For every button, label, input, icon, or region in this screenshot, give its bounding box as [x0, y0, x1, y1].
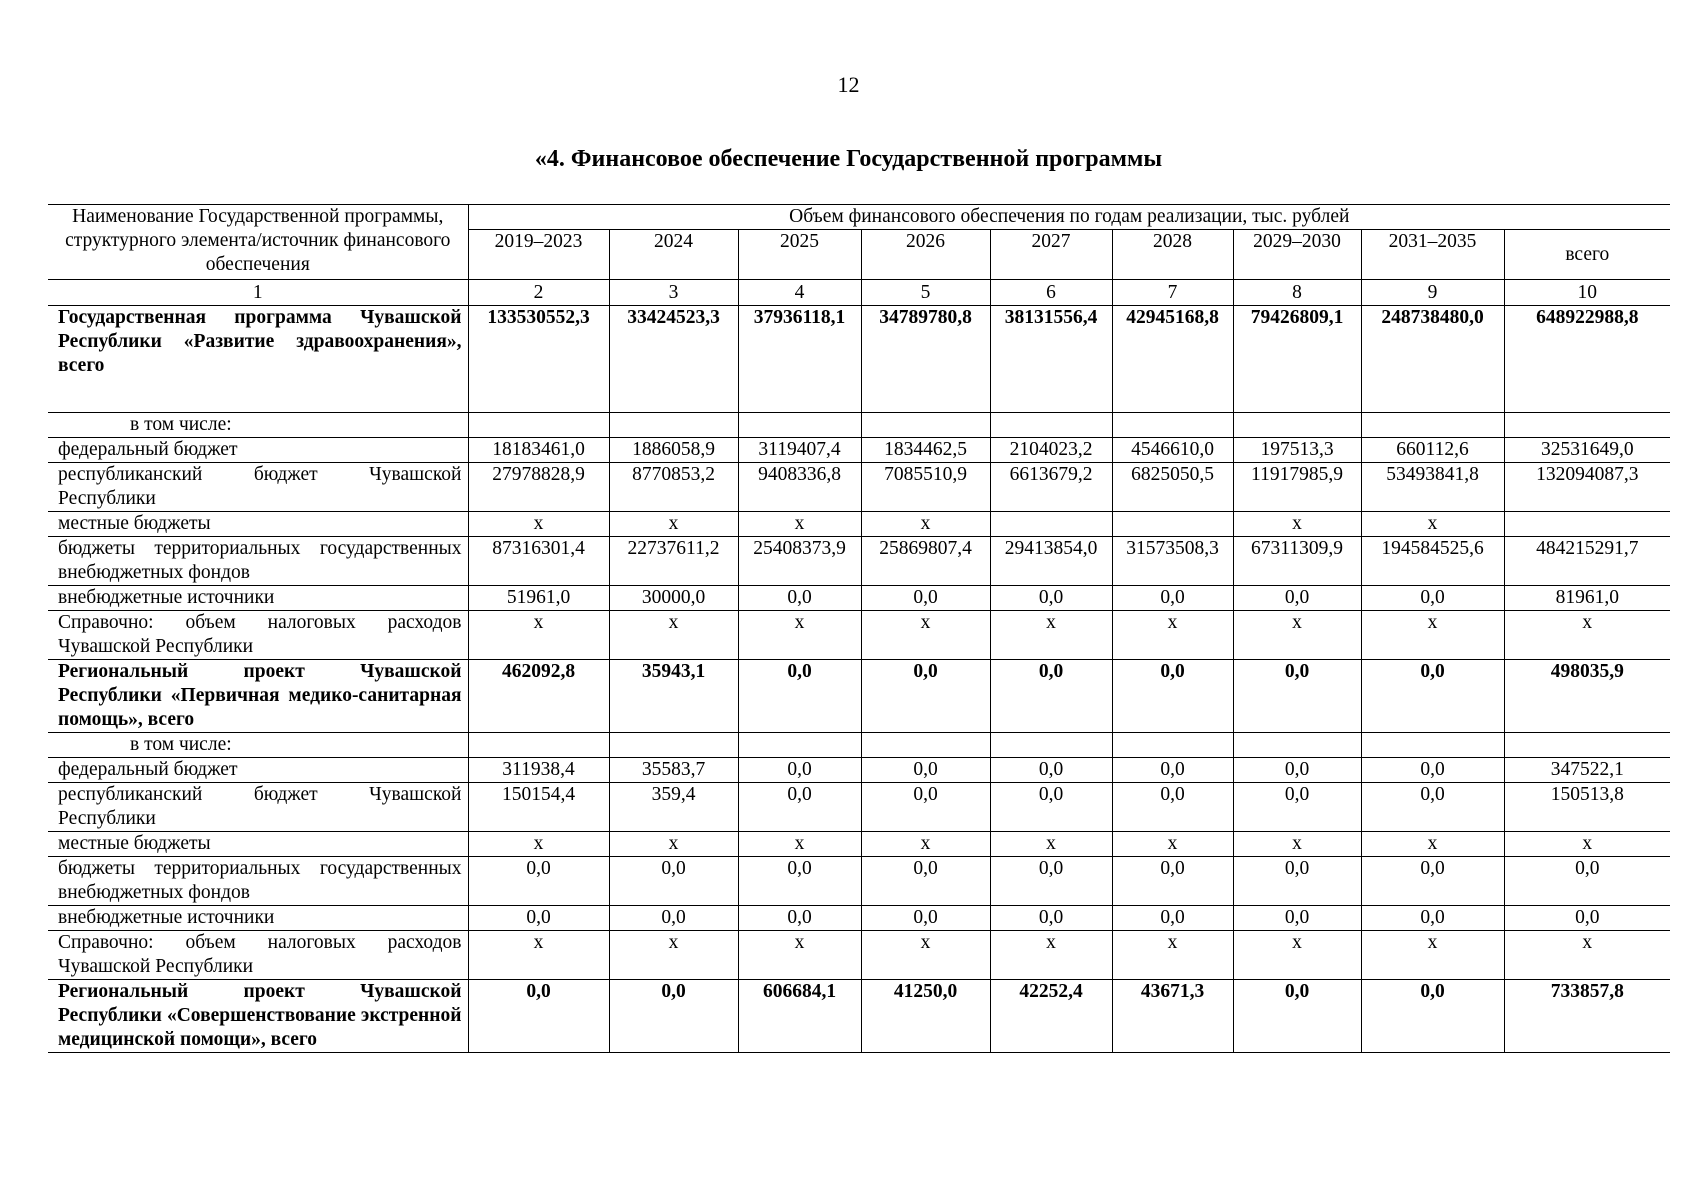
- row-value: 150513,8: [1504, 783, 1670, 832]
- row-value: x: [1361, 611, 1504, 660]
- row-value: 311938,4: [468, 758, 609, 783]
- row-value: 3119407,4: [738, 438, 861, 463]
- row-value: x: [861, 832, 990, 857]
- row-value: x: [468, 512, 609, 537]
- column-number-row: [48, 280, 1670, 306]
- row-value: 32531649,0: [1504, 438, 1670, 463]
- row-value: 0,0: [990, 906, 1112, 931]
- row-value: x: [468, 611, 609, 660]
- row-value: 248738480,0: [1361, 306, 1504, 413]
- row-value: 194584525,6: [1361, 537, 1504, 586]
- row-value: x: [609, 611, 738, 660]
- table-row: [48, 537, 1670, 586]
- row-name: бюджеты территориальных государственных внебюджетных фондов: [48, 857, 468, 906]
- table-row: [48, 783, 1670, 832]
- year-header: 2031–2035: [1361, 230, 1504, 280]
- row-value: 0,0: [1233, 906, 1361, 931]
- row-value: x: [1361, 832, 1504, 857]
- row-name: федеральный бюджет: [48, 438, 468, 463]
- row-value: 0,0: [1112, 758, 1233, 783]
- row-value: [1361, 733, 1504, 758]
- row-value: 81961,0: [1504, 586, 1670, 611]
- row-value: x: [1112, 832, 1233, 857]
- row-value: 11917985,9: [1233, 463, 1361, 512]
- row-value: 0,0: [468, 980, 609, 1053]
- row-value: 0,0: [861, 783, 990, 832]
- row-value: 37936118,1: [738, 306, 861, 413]
- row-value: x: [1112, 611, 1233, 660]
- row-value: 0,0: [468, 857, 609, 906]
- row-value: 31573508,3: [1112, 537, 1233, 586]
- row-name: в том числе:: [48, 413, 468, 438]
- row-value: 0,0: [1504, 857, 1670, 906]
- row-value: [861, 413, 990, 438]
- row-value: [738, 733, 861, 758]
- row-value: 1886058,9: [609, 438, 738, 463]
- row-value: x: [1233, 611, 1361, 660]
- table-row: [48, 463, 1670, 512]
- row-value: x: [1233, 512, 1361, 537]
- row-value: 42945168,8: [1112, 306, 1233, 413]
- row-name: Региональный проект Чувашской Республики «Первичная медико-санитарная помощь», всего: [48, 660, 468, 733]
- row-value: 22737611,2: [609, 537, 738, 586]
- row-value: 0,0: [609, 906, 738, 931]
- financing-table: [48, 204, 1670, 1053]
- section-title: «4. Финансовое обеспечение Государственной программы: [534, 146, 1163, 172]
- year-header: 2028: [1112, 230, 1233, 280]
- row-value: 30000,0: [609, 586, 738, 611]
- row-name: внебюджетные источники: [48, 906, 468, 931]
- row-value: 0,0: [1112, 857, 1233, 906]
- row-value: 660112,6: [1361, 438, 1504, 463]
- row-value: [990, 413, 1112, 438]
- row-value: 150154,4: [468, 783, 609, 832]
- row-name: республиканский бюджет Чувашской Республики: [48, 463, 468, 512]
- row-value: [990, 512, 1112, 537]
- table-row: [48, 586, 1670, 611]
- row-value: 2104023,2: [990, 438, 1112, 463]
- row-value: [1233, 413, 1361, 438]
- row-name: Региональный проект Чувашской Республики «Совершенствование экстренной медицинской помощи», всего: [48, 980, 468, 1053]
- row-value: 606684,1: [738, 980, 861, 1053]
- row-value: 0,0: [1233, 980, 1361, 1053]
- row-value: 0,0: [990, 783, 1112, 832]
- row-value: 0,0: [738, 906, 861, 931]
- row-value: x: [1504, 611, 1670, 660]
- row-name: Государственная программа Чувашской Республики «Развитие здравоохранения», всего: [48, 306, 468, 413]
- row-value: x: [990, 611, 1112, 660]
- row-value: x: [1361, 931, 1504, 980]
- row-value: 0,0: [1233, 758, 1361, 783]
- row-value: 0,0: [861, 660, 990, 733]
- row-value: [609, 413, 738, 438]
- row-name: внебюджетные источники: [48, 586, 468, 611]
- row-value: 35943,1: [609, 660, 738, 733]
- row-value: 35583,7: [609, 758, 738, 783]
- column-number: 3: [609, 280, 738, 306]
- row-value: 0,0: [738, 857, 861, 906]
- row-value: 462092,8: [468, 660, 609, 733]
- row-value: x: [738, 512, 861, 537]
- row-value: x: [1504, 832, 1670, 857]
- row-value: 6825050,5: [1112, 463, 1233, 512]
- row-value: [1112, 733, 1233, 758]
- row-value: 0,0: [1361, 586, 1504, 611]
- row-value: [1504, 413, 1670, 438]
- row-value: 0,0: [1233, 783, 1361, 832]
- row-value: 51961,0: [468, 586, 609, 611]
- row-value: [468, 733, 609, 758]
- row-value: [990, 733, 1112, 758]
- table-row: [48, 660, 1670, 733]
- volume-header: Объем финансового обеспечения по годам реализации, тыс. рублей: [468, 205, 1670, 230]
- row-value: 648922988,8: [1504, 306, 1670, 413]
- row-name: Справочно: объем налоговых расходов Чувашской Республики: [48, 931, 468, 980]
- row-value: 0,0: [1361, 906, 1504, 931]
- row-value: [1112, 512, 1233, 537]
- column-number: 6: [990, 280, 1112, 306]
- row-value: x: [861, 611, 990, 660]
- row-name: республиканский бюджет Чувашской Республики: [48, 783, 468, 832]
- header-row-1: [48, 205, 1670, 230]
- row-name: местные бюджеты: [48, 832, 468, 857]
- row-value: 0,0: [990, 857, 1112, 906]
- row-value: 0,0: [738, 660, 861, 733]
- row-value: 1834462,5: [861, 438, 990, 463]
- row-value: 0,0: [738, 758, 861, 783]
- row-value: [861, 733, 990, 758]
- row-value: 0,0: [990, 758, 1112, 783]
- year-header: 2026: [861, 230, 990, 280]
- table-row: [48, 611, 1670, 660]
- row-value: 33424523,3: [609, 306, 738, 413]
- page-number: 12: [837, 72, 860, 97]
- row-value: x: [1112, 931, 1233, 980]
- row-value: 6613679,2: [990, 463, 1112, 512]
- row-value: x: [1233, 832, 1361, 857]
- row-value: x: [738, 611, 861, 660]
- row-value: 0,0: [609, 980, 738, 1053]
- year-header: 2019–2023: [468, 230, 609, 280]
- column-number: 10: [1504, 280, 1670, 306]
- row-value: 132094087,3: [1504, 463, 1670, 512]
- row-value: 0,0: [738, 586, 861, 611]
- row-value: 87316301,4: [468, 537, 609, 586]
- row-value: 0,0: [1361, 783, 1504, 832]
- row-value: 0,0: [1112, 906, 1233, 931]
- row-value: 38131556,4: [990, 306, 1112, 413]
- year-header: 2025: [738, 230, 861, 280]
- row-value: 79426809,1: [1233, 306, 1361, 413]
- row-name: Справочно: объем налоговых расходов Чувашской Республики: [48, 611, 468, 660]
- row-value: 42252,4: [990, 980, 1112, 1053]
- row-value: 0,0: [1361, 857, 1504, 906]
- row-value: 27978828,9: [468, 463, 609, 512]
- year-header: всего: [1504, 230, 1670, 280]
- year-header: 2027: [990, 230, 1112, 280]
- row-value: 0,0: [861, 906, 990, 931]
- row-value: 0,0: [1112, 783, 1233, 832]
- year-header: 2029–2030: [1233, 230, 1361, 280]
- column-number: 5: [861, 280, 990, 306]
- table-row: [48, 931, 1670, 980]
- row-value: 0,0: [861, 857, 990, 906]
- row-value: 484215291,7: [1504, 537, 1670, 586]
- row-value: 53493841,8: [1361, 463, 1504, 512]
- table-row: [48, 980, 1670, 1053]
- row-value: x: [1361, 512, 1504, 537]
- row-value: 8770853,2: [609, 463, 738, 512]
- row-value: 7085510,9: [861, 463, 990, 512]
- table-row: [48, 906, 1670, 931]
- column-number: 1: [48, 280, 468, 306]
- row-value: x: [738, 931, 861, 980]
- row-value: 0,0: [861, 586, 990, 611]
- row-value: x: [990, 931, 1112, 980]
- column-number: 2: [468, 280, 609, 306]
- row-value: 41250,0: [861, 980, 990, 1053]
- row-value: 0,0: [468, 906, 609, 931]
- row-value: 0,0: [1112, 586, 1233, 611]
- row-value: x: [1233, 931, 1361, 980]
- row-value: 34789780,8: [861, 306, 990, 413]
- row-value: 0,0: [609, 857, 738, 906]
- row-value: [468, 413, 609, 438]
- row-value: 0,0: [1233, 660, 1361, 733]
- column-number: 9: [1361, 280, 1504, 306]
- row-value: 4546610,0: [1112, 438, 1233, 463]
- row-name: местные бюджеты: [48, 512, 468, 537]
- row-value: 43671,3: [1112, 980, 1233, 1053]
- row-value: 25869807,4: [861, 537, 990, 586]
- row-value: 359,4: [609, 783, 738, 832]
- row-value: [738, 413, 861, 438]
- row-value: [1112, 413, 1233, 438]
- row-value: 0,0: [990, 660, 1112, 733]
- row-value: 0,0: [1233, 857, 1361, 906]
- row-value: x: [738, 832, 861, 857]
- row-value: 0,0: [1361, 980, 1504, 1053]
- row-value: x: [861, 512, 990, 537]
- row-value: x: [861, 931, 990, 980]
- row-value: [1361, 413, 1504, 438]
- table-row: [48, 857, 1670, 906]
- row-value: 197513,3: [1233, 438, 1361, 463]
- table-row: [48, 438, 1670, 463]
- row-value: [1233, 733, 1361, 758]
- row-value: [609, 733, 738, 758]
- row-value: x: [609, 832, 738, 857]
- row-value: 133530552,3: [468, 306, 609, 413]
- row-value: 67311309,9: [1233, 537, 1361, 586]
- row-value: 498035,9: [1504, 660, 1670, 733]
- column-number: 4: [738, 280, 861, 306]
- row-value: 9408336,8: [738, 463, 861, 512]
- row-value: 0,0: [1233, 586, 1361, 611]
- row-value: x: [468, 931, 609, 980]
- row-name: бюджеты территориальных государственных внебюджетных фондов: [48, 537, 468, 586]
- row-value: [1504, 512, 1670, 537]
- name-column-header: Наименование Государственной программы, структурного элемента/источник финансового обеспечения: [48, 205, 468, 280]
- table-row: [48, 832, 1670, 857]
- year-header: 2024: [609, 230, 738, 280]
- row-value: 0,0: [861, 758, 990, 783]
- table-row: [48, 512, 1670, 537]
- row-name: федеральный бюджет: [48, 758, 468, 783]
- row-value: 733857,8: [1504, 980, 1670, 1053]
- row-value: 0,0: [1361, 758, 1504, 783]
- row-value: x: [1504, 931, 1670, 980]
- table-row: [48, 413, 1670, 438]
- row-value: 25408373,9: [738, 537, 861, 586]
- row-name: в том числе:: [48, 733, 468, 758]
- row-value: 18183461,0: [468, 438, 609, 463]
- table-row: [48, 758, 1670, 783]
- row-value: x: [609, 512, 738, 537]
- row-value: 347522,1: [1504, 758, 1670, 783]
- table-row: [48, 306, 1670, 413]
- table-row: [48, 733, 1670, 758]
- row-value: 0,0: [738, 783, 861, 832]
- row-value: 0,0: [1112, 660, 1233, 733]
- row-value: 29413854,0: [990, 537, 1112, 586]
- row-value: 0,0: [1504, 906, 1670, 931]
- column-number: 7: [1112, 280, 1233, 306]
- row-value: x: [468, 832, 609, 857]
- row-value: x: [609, 931, 738, 980]
- row-value: [1504, 733, 1670, 758]
- column-number: 8: [1233, 280, 1361, 306]
- row-value: x: [990, 832, 1112, 857]
- row-value: 0,0: [1361, 660, 1504, 733]
- row-value: 0,0: [990, 586, 1112, 611]
